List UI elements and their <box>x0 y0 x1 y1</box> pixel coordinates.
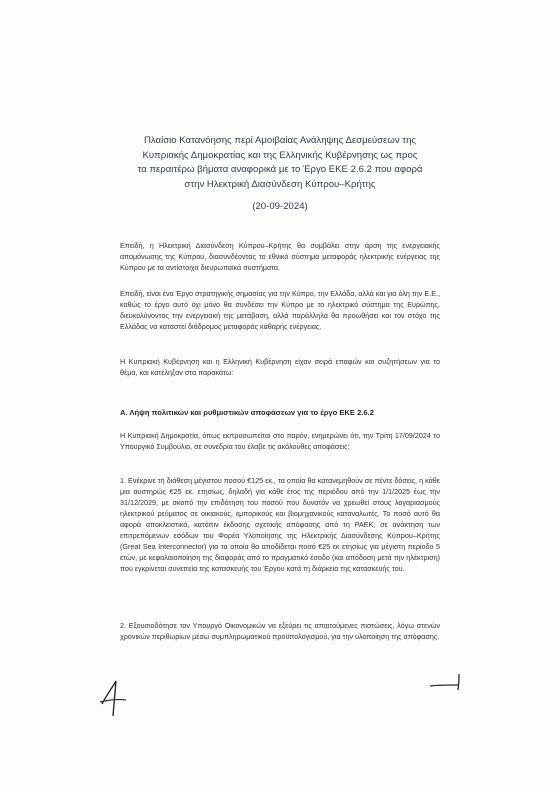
title-line: Κυπριακής Δημοκρατίας και της Ελληνικής Κυβέρνησης ως προς <box>142 149 418 161</box>
title-line: Πλαίσιο Κατανόησης περί Αμοιβαίας Ανάληψης Δεσμεύσεων της <box>143 135 417 146</box>
section-heading: Α. Λήψη πολιτικών και ρυθμιστικών αποφάσεων για το έργο ΕΚΕ 2.6.2 <box>120 408 374 417</box>
initials-signature-right <box>428 672 468 694</box>
title-line: στην Ηλεκτρική Διασύνδεση Κύπρου–Κρήτης <box>184 178 376 190</box>
document-title <box>112 134 448 192</box>
initials-signature-left <box>96 678 130 718</box>
decision-1: 1. Ενέκρινε τη διάθεση μέγιστου ποσού €125 εκ., τα οποία θα κατανεμηθούν σε πέντε δόσεις, η κάθε μια αυστηρώς €25 εκ. ετησίως, δηλαδή για κάθε έτος της περιόδου από την 1/1/2025 έως την 31/12/2029, με σκοπό την επιδότηση του ποσού που δυνατόν να χρεωθεί στους λογαριασμούς ηλεκτρικού ρεύματος σε οικιακούς, εμπορικούς και βιομηχανικούς καταναλωτές. Το ποσό αυτό θα αφορά αποκλειστικά, κατόπιν έκδοσης σχετικής απόφασης από τη ΡΑΕΚ, σε ανάκτηση των επιτρεπόμενων εσόδων του Φορέα Υλοποίησης της Ηλεκτρικής Διασύνδεσης Κύπρου–Κρήτης (Great Sea Interconnector) για τα οποία θα αποδίδεται ποσό €25 εκ ετησίως για μέγιστη περίοδο 5 ετών, με κεφαλαιοποίηση της διαφοράς από το πραγματικό έσοδο (και απόδοση μετά την ηλέκτριση) που εγκρίνεται συνεπεία της κατασκευής του Έργου κατά τη διάρκεια της κατασκευής του. <box>120 476 440 573</box>
paragraph-whereas-1: Επειδή, η Ηλεκτρική Διασύνδεση Κύπρου–Κρήτης θα συμβάλει στην άρση της ενεργειακής απομόνωσης της Κύπρου, διασυνδέοντας το εθνικό σύστημα μεταφοράς ηλεκτρικής ενέργειας της Κύπρου με τα αντίστοιχα διευρωπαϊκά συστήματα. <box>120 241 440 272</box>
decision-2: 2. Εξουσιοδότησε τον Υπουργό Οικονομικών να εξεύρει τις απαιτούμενες πιστώσεις, λόγω στενών χρονικών περιθωρίων μέσω συμπληρωματικού προϋπολογισμού, για την υλοποίηση της απόφασης. <box>120 621 440 641</box>
paragraph-agreement-intro: Η Κυπριακή Κυβέρνηση και η Ελληνική Κυβέρνηση είχαν σειρά επαφών και συζητήσεων για το θέμα, και κατέληξαν στα παρακάτω: <box>120 357 440 377</box>
title-line: τα περαιτέρω βήματα αναφορικά με το Έργο ΕΚΕ 2.6.2 που αφορά <box>137 164 423 176</box>
document-date: (20-09-2024) <box>252 201 308 212</box>
paragraph-whereas-2: Επειδή, είναι ένα Έργο στρατηγικής σημασίας για την Κύπρο, την Ελλάδα, αλλά και για όλη την Ε.Ε., καθώς το έργο αυτό όχι μόνο θα συνδέσει την Κύπρο με το ηλεκτρικό σύστημα της Ευρώπης, διευκολύνοντας την ενεργειακή της μετάβαση, αλλά παράλληλα θα προωθήσει και τον στόχο της Ελλάδας να καταστεί διάδρομος μεταφοράς καθαρής ενέργειας. <box>120 289 440 331</box>
section-intro: Η Κυπριακή Δημοκρατία, όπως εκπροσωπείται στο παρόν, ενημερώνει ότι, την Τρίτη 17/09/2024 το Υπουργικό Συμβούλιο, σε συνεδρία του έλαβε τις ακόλουθες αποφάσεις: <box>120 431 440 451</box>
